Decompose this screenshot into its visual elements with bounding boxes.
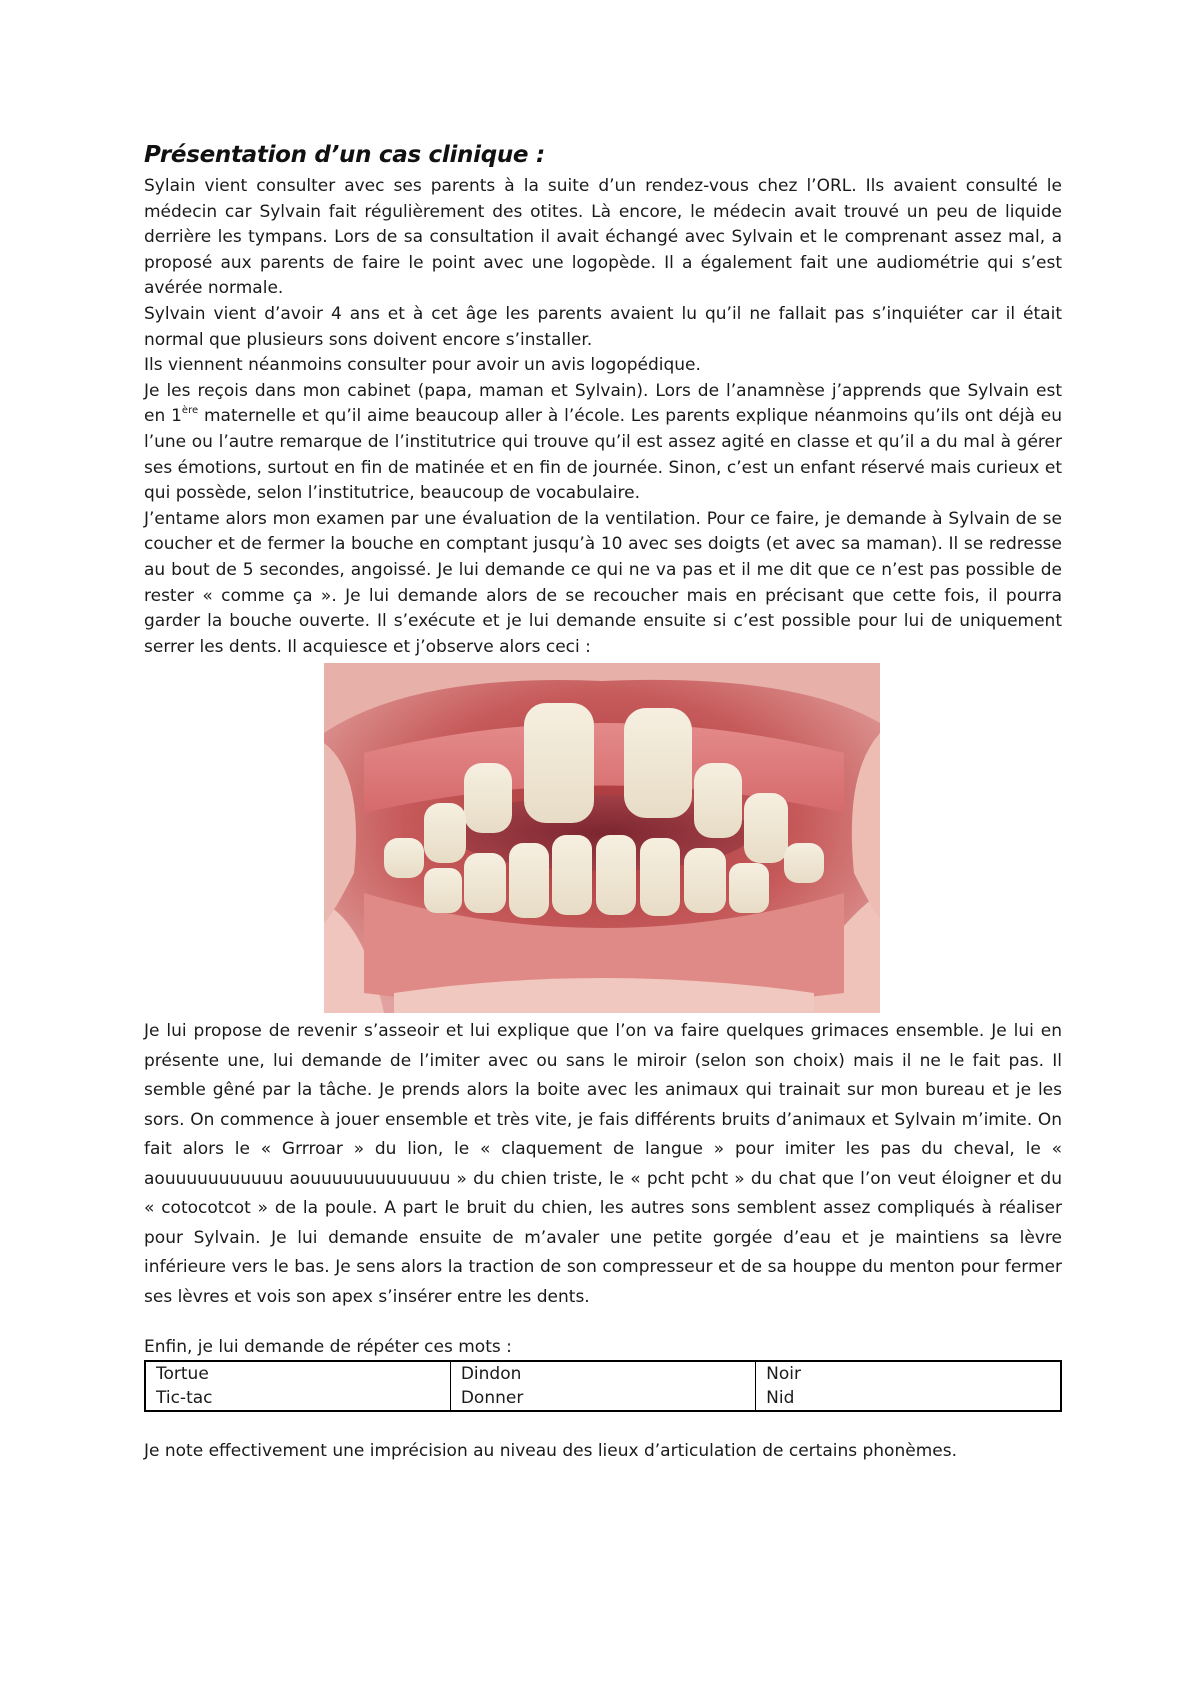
paragraph-anamnesis xyxy=(144,379,1062,507)
paragraph-orl: Sylain vient consulter avec ses parents à la suite d’un rendez-vous chez l’ORL. Ils avaient consulté le médecin car Sylvain fait régulièrement des otites. Là encore, le médecin avait trouvé un peu de liquide derrière les tympans. Lors de sa consultation il avait échangé avec Sylvain et le comprenant assez mal, a proposé aux parents de faire le point avec une logopède. Il a également fait une audiométrie qui s’est avérée normale. xyxy=(144,176,1062,299)
case-intro-section xyxy=(144,174,1062,660)
word-repetition-table xyxy=(144,1360,1062,1412)
dental-photo xyxy=(324,663,880,1013)
anamnesis-text-before: Je les reçois dans mon cabinet (papa, maman et Sylvain). Lors de l’anamnèse j’apprends que Sylvain est en 1 xyxy=(144,380,1062,427)
table-cell: Tic-tac xyxy=(156,1388,213,1409)
ordinal-superscript: ère xyxy=(181,405,199,417)
paragraph-age: Sylvain vient d’avoir 4 ans et à cet âge les parents avaient lu qu’il ne fallait pas s’inquiéter car il était normal que plusieurs sons doivent encore s’installer. xyxy=(144,303,1062,350)
conclusion-paragraph: Je note effectivement une imprécision au niveau des lieux d’articulation de certains phonèmes. xyxy=(144,1441,957,1462)
words-intro: Enfin, je lui demande de répéter ces mots : xyxy=(144,1337,512,1358)
anamnesis-text-after: maternelle et qu’il aime beaucoup aller à l’école. Les parents explique néanmoins qu’ils ont déjà eu l’une ou l’autre remarque de l’institutrice qui trouve qu’il est assez agité en classe et qu’il a du mal à gérer ses émotions, surtout en fin de matinée et en fin de journée. Sinon, c’est un enfant réservé mais curieux et qui possède, selon l’institutrice, beaucoup de vocabulaire. xyxy=(144,406,1063,504)
table-cell: Noir xyxy=(756,1361,1061,1386)
table-row xyxy=(145,1386,1061,1411)
table-cell: Tortue xyxy=(156,1364,209,1385)
document-page xyxy=(144,142,1062,1464)
table-row xyxy=(145,1361,1061,1386)
paragraph-ventilation: J’entame alors mon examen par une évaluation de la ventilation. Pour ce faire, je demande à Sylvain de se coucher et de fermer la bouche en comptant jusqu’à 10 avec ses doigts (et avec sa maman). Il se redresse au bout de 5 secondes, angoissé. Je lui demande ce qui ne va pas et il me dit que ce n’est pas possible de rester « comme ça ». Je lui demande alors de se recoucher mais en précisant que cette fois, il pourra garder la bouche ouverte. Il s’exécute et je lui demande ensuite si c’est possible pour lui de uniquement serrer les dents. Il acquiesce et j’observe alors ceci : xyxy=(144,508,1062,657)
table-cell: Nid xyxy=(756,1386,1061,1411)
table-cell: Donner xyxy=(450,1386,755,1411)
grimaces-section xyxy=(144,1017,1062,1312)
document-title: Présentation d’un cas clinique : xyxy=(144,142,545,168)
paragraph-consult: Ils viennent néanmoins consulter pour avoir un avis logopédique. xyxy=(144,355,701,376)
paragraph-grimaces: Je lui propose de revenir s’asseoir et lui explique que l’on va faire quelques grimaces ensemble. Je lui en présente une, lui demande de l’imiter avec ou sans le miroir (selon son choix) mais il ne le fait pas. Il semble gêné par la tâche. Je prends alors la boite avec les animaux qui trainait sur mon bureau et je les sors. On commence à jouer ensemble et très vite, je fais différents bruits d’animaux et Sylvain m’imite. On fait alors le « Grrroar » du lion, le « claquement de langue » pour imiter les pas du cheval, le « aouuuuuuuuuuu aouuuuuuuuuuuuu » du chien triste, le « pcht pcht » du chat que l’on veut éloigner et du « cotocotcot » de la poule. A part le bruit du chien, les autres sons semblent assez compliqués à réaliser pour Sylvain. Je lui demande ensuite de m’avaler une petite gorgée d’eau et je maintiens sa lèvre inférieure vers le bas. Je sens alors la traction de son compresseur et de sa houppe du menton pour fermer ses lèvres et vois son apex s’insérer entre les dents. xyxy=(144,1021,1062,1307)
table-cell: Dindon xyxy=(450,1361,755,1386)
